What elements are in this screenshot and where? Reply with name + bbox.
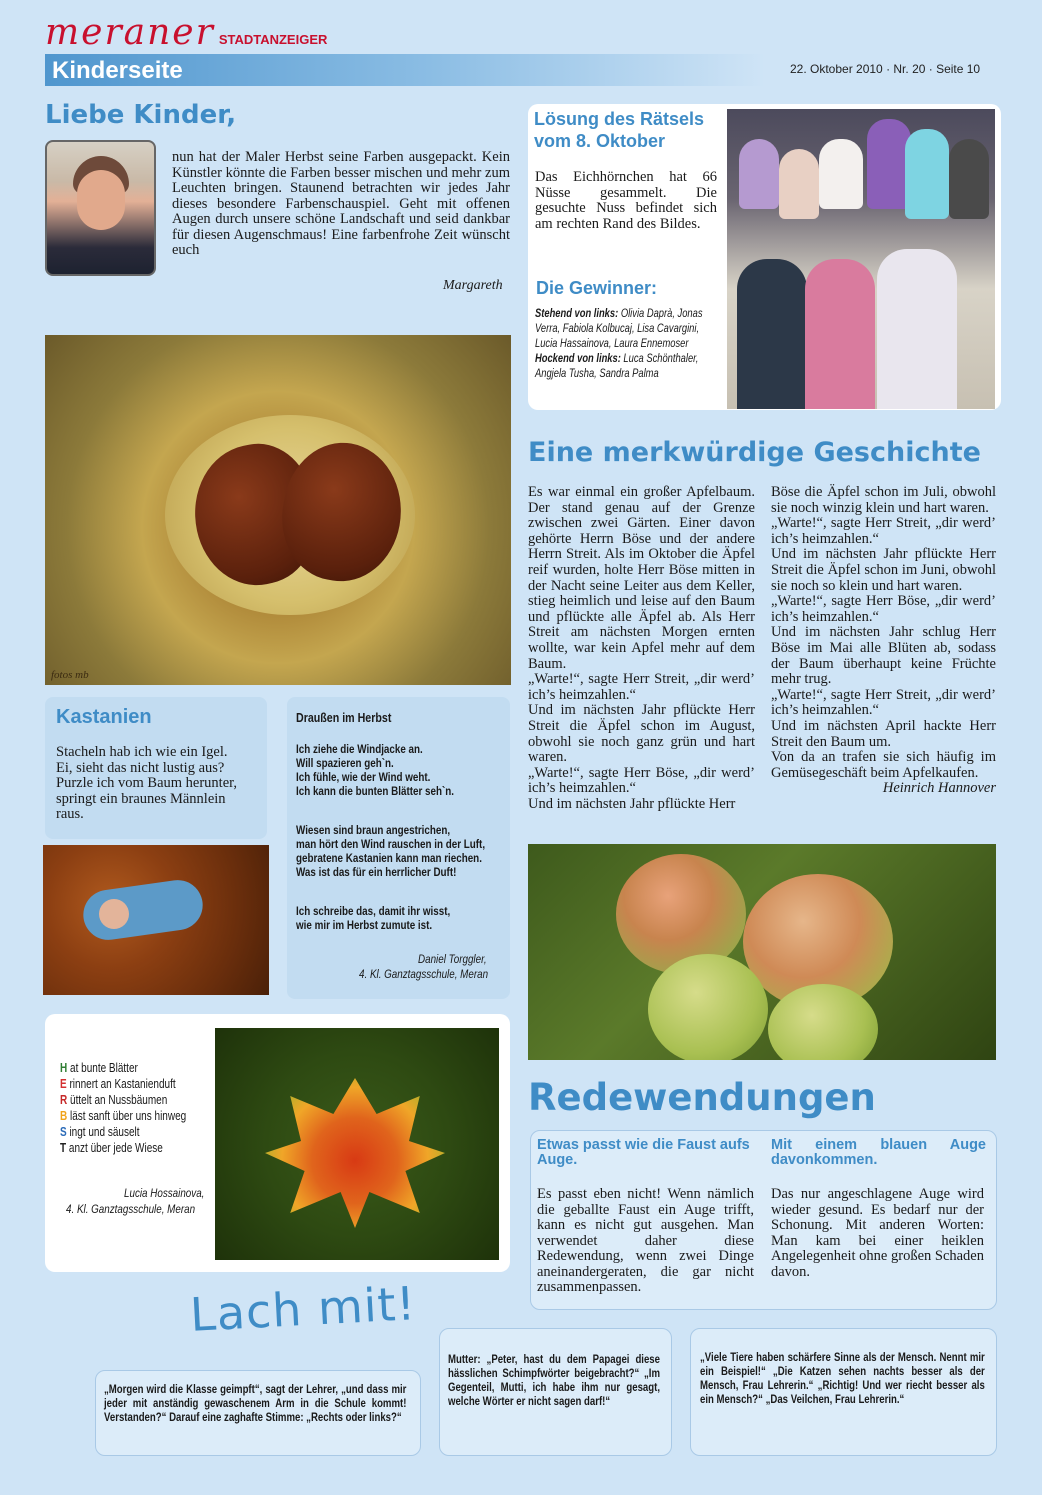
story-para: Und im nächsten Jahr pflückte Herr Streit die Äpfel schon im Juni, obwohl sie noch so klein und hart waren.	[771, 546, 996, 594]
idiom-text-1: Es passt eben nicht! Wenn nämlich die geballte Faust ein Auge trifft, kann es nicht gut ausgehen. Man verwendet daher diese Redewendung, wenn zwei Dinge aneinandergeraten, die gar nicht zusammenpassen.	[537, 1186, 754, 1295]
acrostic-rest: ingt und säuselt	[69, 1125, 140, 1139]
lach-mit-title: Lach mit!	[188, 1276, 418, 1342]
poem-line: Ich ziehe die Windjacke an.	[296, 742, 423, 756]
acrostic-rest: rinnert an Kastanienduft	[69, 1077, 176, 1091]
letter-signature: Margareth	[443, 278, 503, 293]
leaves-photo	[43, 845, 269, 995]
acrostic-rest: läst sanft über uns hinweg	[70, 1109, 187, 1123]
joke-text-2: Mutter: „Peter, hast du dem Papagei diese hässlichen Schimpfwörter beigebracht?“ „Im Gegenteil, Mutti, ich habe ihm nur gesagt, welche Wörter er nicht sagen darf!“	[448, 1352, 660, 1408]
winners-title: Die Gewinner:	[536, 278, 658, 298]
letter-title: Liebe Kinder,	[45, 100, 237, 130]
idiom-heading-1: Etwas passt wie die Faust aufs Auge.	[537, 1137, 750, 1168]
kastanien-poem	[56, 745, 261, 823]
poem-line: Wiesen sind braun angestrichen,	[296, 823, 451, 837]
story-para: Und im nächsten Jahr pflückte Herr Streit die Äpfel schon im August, obwohl sie noch ganz grün und hart waren.	[528, 702, 755, 766]
story-para: Und im nächsten April hackte Herr Streit den Baum um.	[771, 717, 996, 750]
redewendungen-title: Redewendungen	[528, 1076, 876, 1119]
story-para: Von da an trafen sie sich häufig im Gemüsegeschäft beim Apfelkaufen.	[771, 749, 996, 781]
acrostic-rest: üttelt an Nussbäumen	[70, 1093, 168, 1107]
kneeling-label: Hockend von links:	[535, 351, 621, 365]
acrostic-line	[60, 1108, 220, 1124]
story-author: Heinrich Hannover	[882, 780, 996, 797]
kastanien-line: springt ein braunes Männlein	[56, 790, 226, 807]
acrostic-line	[60, 1124, 220, 1140]
kastanien-title: Kastanien	[56, 706, 152, 728]
draussen-stanza-1	[296, 742, 493, 798]
author-portrait	[45, 140, 156, 276]
acrostic-line	[60, 1092, 220, 1108]
letter-text: nun hat der Maler Herbst seine Farben ausgepackt. Kein Künstler könnte die Farben besser mischen und mehr zum Leuchten bringen. Staunend betrachten wir jedes Jahr dieses besondere Farbenschauspiel. Geht mit offenen Augen durch unsere schöne Landschaft und seid dankbar für diesen Augenschmaus! Eine farbenfrohe Zeit wünscht euch	[172, 149, 510, 258]
photo-credit: fotos mb	[51, 669, 89, 681]
maple-leaf-photo	[215, 1028, 499, 1260]
story-title: Eine merkwürdige Geschichte	[528, 437, 981, 468]
story-para: „Warte!“, sagte Herr Böse, „dir werd’ ich’s heimzahlen.“	[771, 593, 996, 625]
acrostic-rest: anzt über jede Wiese	[68, 1141, 163, 1155]
poem-line: wie mir im Herbst zumute ist.	[296, 918, 433, 932]
puzzle-title: Lösung des Rätsels vom 8. Oktober	[534, 109, 705, 151]
acrostic-letter: B	[60, 1109, 68, 1123]
story-para: „Warte!“, sagte Herr Streit, „dir werd’ ich’s heimzahlen.“	[771, 686, 996, 719]
joke-text-1: „Morgen wird die Klasse geimpft“, sagt der Lehrer, „und dass mir jeder mit anständig gewaschenem Arm in die Schule kommt! Verstanden?“ Darauf eine zaghafte Stimme: „Rechts oder links?“	[104, 1382, 407, 1424]
acrostic-letter: T	[60, 1141, 67, 1155]
chestnut-photo	[45, 335, 511, 685]
herbst-school: 4. Kl. Ganztagsschule, Meran	[66, 1202, 196, 1216]
logo-sub: STADTANZEIGER	[218, 32, 328, 47]
story-para: „Warte!“, sagte Herr Streit, „dir werd’ ich’s heimzahlen.“	[771, 515, 996, 547]
acrostic-line	[60, 1060, 220, 1076]
acrostic-letter: R	[60, 1093, 68, 1107]
story-column-1	[528, 485, 755, 812]
story-column-2	[771, 485, 996, 797]
issue-info: 22. Oktober 2010 · Nr. 20 · Seite 10	[790, 62, 981, 76]
poem-line: Was ist das für ein herrlicher Duft!	[296, 865, 457, 879]
logo-text: meraner	[45, 12, 215, 53]
winners-photo	[727, 109, 995, 409]
poem-line: gebratene Kastanien kann man riechen.	[296, 851, 482, 865]
idiom-text-2: Das nur angeschlagene Auge wird wieder gesund. Es bedarf nur der Schonung. Mit anderen Worten: Man kam bei einer heiklen Angelegenheit ohne großen Schaden davon.	[771, 1186, 984, 1280]
apple-photo	[528, 844, 996, 1060]
acrostic-letter: S	[60, 1125, 67, 1139]
section-title: Kinderseite	[52, 57, 183, 84]
kastanien-line: Ei, sieht das nicht lustig aus?	[56, 759, 225, 776]
draussen-school: 4. Kl. Ganztagsschule, Meran	[359, 967, 489, 981]
draussen-stanza-2	[296, 823, 493, 879]
poem-line: Ich kann die bunten Blätter seh`n.	[296, 784, 455, 798]
standing-label: Stehend von links:	[535, 306, 619, 320]
masthead-logo	[45, 12, 327, 53]
draussen-stanza-3	[296, 904, 493, 932]
herbst-author: Lucia Hossainova,	[124, 1186, 205, 1200]
kneeling-names: Luca Schönthaler, Angjela Tusha, Sandra Palma	[535, 351, 699, 380]
puzzle-text: Das Eichhörnchen hat 66 Nüsse gesammelt. Die gesuchte Nuss befindet sich am rechten Rand des Bildes.	[535, 169, 717, 232]
draussen-title: Draußen im Herbst	[296, 710, 392, 725]
joke-text-3: „Viele Tiere haben schärfere Sinne als der Mensch. Nennt mir ein Beispiel!“ „Die Katzen sehen nachts besser als der Mensch, Frau Lehrerin.“ „Richtig! Und wer riecht besser als ein Mensch?“ „Das Veilchen, Frau Lehrerin.“	[700, 1350, 985, 1406]
acrostic-line	[60, 1140, 220, 1156]
standing-names: Olivia Daprà, Jonas Verra, Fabiola Kolbucaj, Lisa Cavargini, Lucia Hassainova, Laura Ennemoser	[535, 306, 703, 350]
poem-line: Ich schreibe das, damit ihr wisst,	[296, 904, 451, 918]
acrostic-rest: at bunte Blätter	[70, 1061, 138, 1075]
story-para: Es war einmal ein großer Apfelbaum. Der stand genau auf der Grenze zwischen zwei Gärten. Einer davon gehörte Herrn Böse und der andere Herrn Streit. Als im Oktober die Äpfel reif wurden, holte Herr Böse mitten in der Nacht seine Leiter aus dem Keller, stieg heimlich und leise auf den Baum und pflückte alle Äpfel ab. Als Herr Streit am nächsten Morgen ernten wollte, war kein Apfel mehr auf dem Baum.	[528, 484, 755, 672]
story-para: Und im nächsten Jahr schlug Herr Böse im Mai alle Blüten ab, sodass der Baum überhaupt keine Früchte mehr trug.	[771, 624, 996, 688]
kastanien-line: raus.	[56, 806, 84, 822]
story-para: „Warte!“, sagte Herr Böse, „dir werd’ ich’s heimzahlen.“	[528, 764, 755, 797]
poem-line: man hört den Wind rauschen in der Luft,	[296, 837, 486, 851]
draussen-author: Daniel Torggler,	[418, 952, 487, 966]
kastanien-line: Stacheln hab ich wie ein Igel.	[56, 744, 228, 760]
idiom-heading-2: Mit einem blauen Auge davonkommen.	[771, 1137, 986, 1168]
kastanien-line: Purzle ich vom Baum herunter,	[56, 775, 238, 791]
herbst-acrostic	[60, 1060, 220, 1156]
story-para: Und im nächsten Jahr pflückte Herr	[528, 795, 736, 812]
acrostic-letter: H	[60, 1061, 68, 1075]
winners-list	[535, 306, 719, 381]
poem-line: Will spazieren geh`n.	[296, 756, 394, 770]
story-para: Böse die Äpfel schon im Juli, obwohl sie noch winzig klein und hart waren.	[771, 484, 996, 516]
acrostic-letter: E	[60, 1077, 67, 1091]
poem-line: Ich fühle, wie der Wind weht.	[296, 770, 431, 784]
acrostic-line	[60, 1076, 220, 1092]
story-para: „Warte!“, sagte Herr Streit, „dir werd’ ich’s heimzahlen.“	[528, 671, 755, 703]
